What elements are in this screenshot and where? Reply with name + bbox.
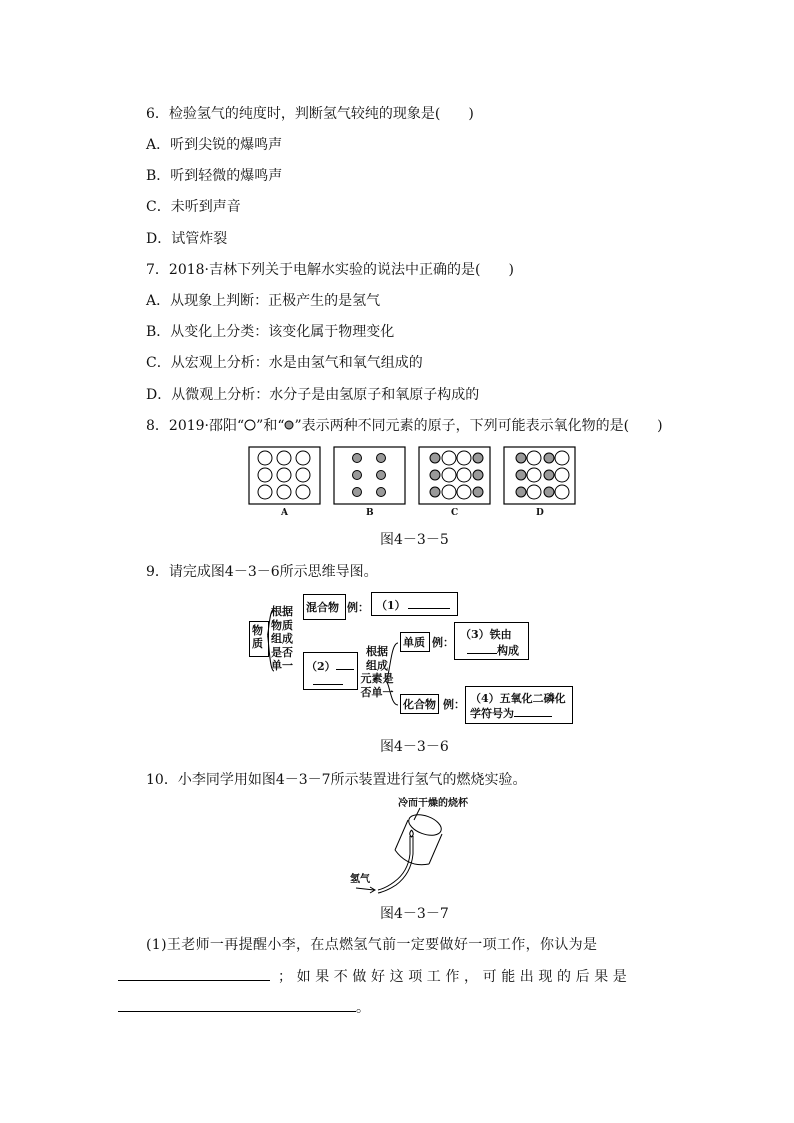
mindmap-q4-line2 <box>470 706 552 720</box>
answer-blank-2b[interactable] <box>313 672 343 685</box>
mindmap-q4-line1: （4）五氧化二磷化 <box>470 692 566 705</box>
mindmap-by-components: 根据 物质 组成 是否 单一 <box>271 605 293 672</box>
box-label-c: C <box>451 508 459 518</box>
answer-blank-1[interactable] <box>408 598 450 609</box>
q7-option-d: D．从微观上分析：水分子是由氢原子和氧原子构成的 <box>146 387 480 403</box>
q6-stem: 6．检验氢气的纯度时，判断氢气较纯的现象是( ) <box>146 106 474 122</box>
q6-option-d: D．试管炸裂 <box>146 231 228 247</box>
mindmap-mixture: 混合物 <box>306 601 339 614</box>
q8-stem-part-c: ”表示两种不同元素的原子，下列可能表示氧化物的是( ) <box>294 418 663 434</box>
answer-blank-3[interactable] <box>467 643 497 654</box>
mindmap-by-elements: 根据 组成 元素是 否单一 <box>360 645 394 699</box>
q9-stem: 9．请完成图4－3－6所示思维导图。 <box>146 564 378 580</box>
figure-caption-4-3-7: 图4－3－7 <box>380 906 449 922</box>
figure-caption-4-3-6: 图4－3－6 <box>380 739 449 755</box>
mindmap-element-substance: 单质 <box>403 636 425 649</box>
mindmap-root: 物 质 <box>252 624 263 650</box>
q7-option-c: C．从宏观上分析：水是由氢气和氧气组成的 <box>146 355 423 371</box>
box-b <box>334 447 405 504</box>
mindmap-blank2 <box>306 659 354 673</box>
q6-option-a: A．听到尖锐的爆鸣声 <box>146 137 283 153</box>
hydrogen-label: 氢气 <box>350 874 370 885</box>
q10-part1-line3 <box>118 997 678 1018</box>
q8-stem-part-b: ”和“ <box>256 418 285 434</box>
q8-stem <box>146 416 663 436</box>
mindmap-element-example: 例： <box>432 636 454 649</box>
answer-blank-q10-b[interactable] <box>118 997 356 1012</box>
box-label-a: A <box>281 508 288 518</box>
q10-part1-line2 <box>118 966 678 987</box>
q10-part1-line1: (1)王老师一再提醒小李，在点燃氢气前一定要做好一项工作，你认为是 <box>146 937 598 953</box>
q7-stem: 7．2018·吉林下列关于电解水实验的说法中正确的是( ) <box>146 262 514 278</box>
answer-blank-4[interactable] <box>514 706 552 717</box>
q6-option-c: C．未听到声音 <box>146 199 241 215</box>
mindmap-blank1 <box>376 598 450 612</box>
mindmap-compound-example: 例： <box>443 698 465 711</box>
white-atom-icon <box>244 419 256 431</box>
box-label-b: B <box>366 508 374 518</box>
q10-part1-mid: ；如果不做好这项工作，可能出现的后果是 <box>278 969 632 985</box>
mindmap-blank2-label: （2） <box>306 660 336 673</box>
q10-part1-end: 。 <box>356 1000 370 1016</box>
mindmap-q3-line1: （3）铁由 <box>460 628 512 641</box>
box-a-atoms <box>258 451 310 499</box>
beaker-label: 冷而干燥的烧杯 <box>398 798 468 809</box>
grey-atom-icon <box>284 420 294 430</box>
mindmap-blank1-label: （1） <box>376 599 406 612</box>
figure-caption-4-3-5: 图4－3－5 <box>380 532 449 548</box>
q8-stem-part-a: 8．2019·邵阳“ <box>146 418 245 434</box>
box-label-d: D <box>536 508 544 518</box>
mindmap-q3-line2 <box>467 643 519 657</box>
answer-blank-q10-a[interactable] <box>118 966 270 981</box>
q7-option-a: A．从现象上判断：正极产生的是氢气 <box>146 293 381 309</box>
q7-option-b: B．从变化上分类：该变化属于物理变化 <box>146 324 395 340</box>
mindmap-q4-line2-label: 学符号为 <box>470 707 514 720</box>
q10-stem: 10．小李同学用如图4－3－7所示装置进行氢气的燃烧实验。 <box>146 772 527 788</box>
hydrogen-combustion-apparatus <box>350 806 460 898</box>
answer-blank-2a[interactable] <box>336 659 354 670</box>
mindmap-compound: 化合物 <box>403 698 436 711</box>
mindmap-q3-line2-label: 构成 <box>497 644 519 657</box>
mindmap-mixture-example: 例： <box>347 601 369 614</box>
q6-option-b: B．听到轻微的爆鸣声 <box>146 168 283 184</box>
